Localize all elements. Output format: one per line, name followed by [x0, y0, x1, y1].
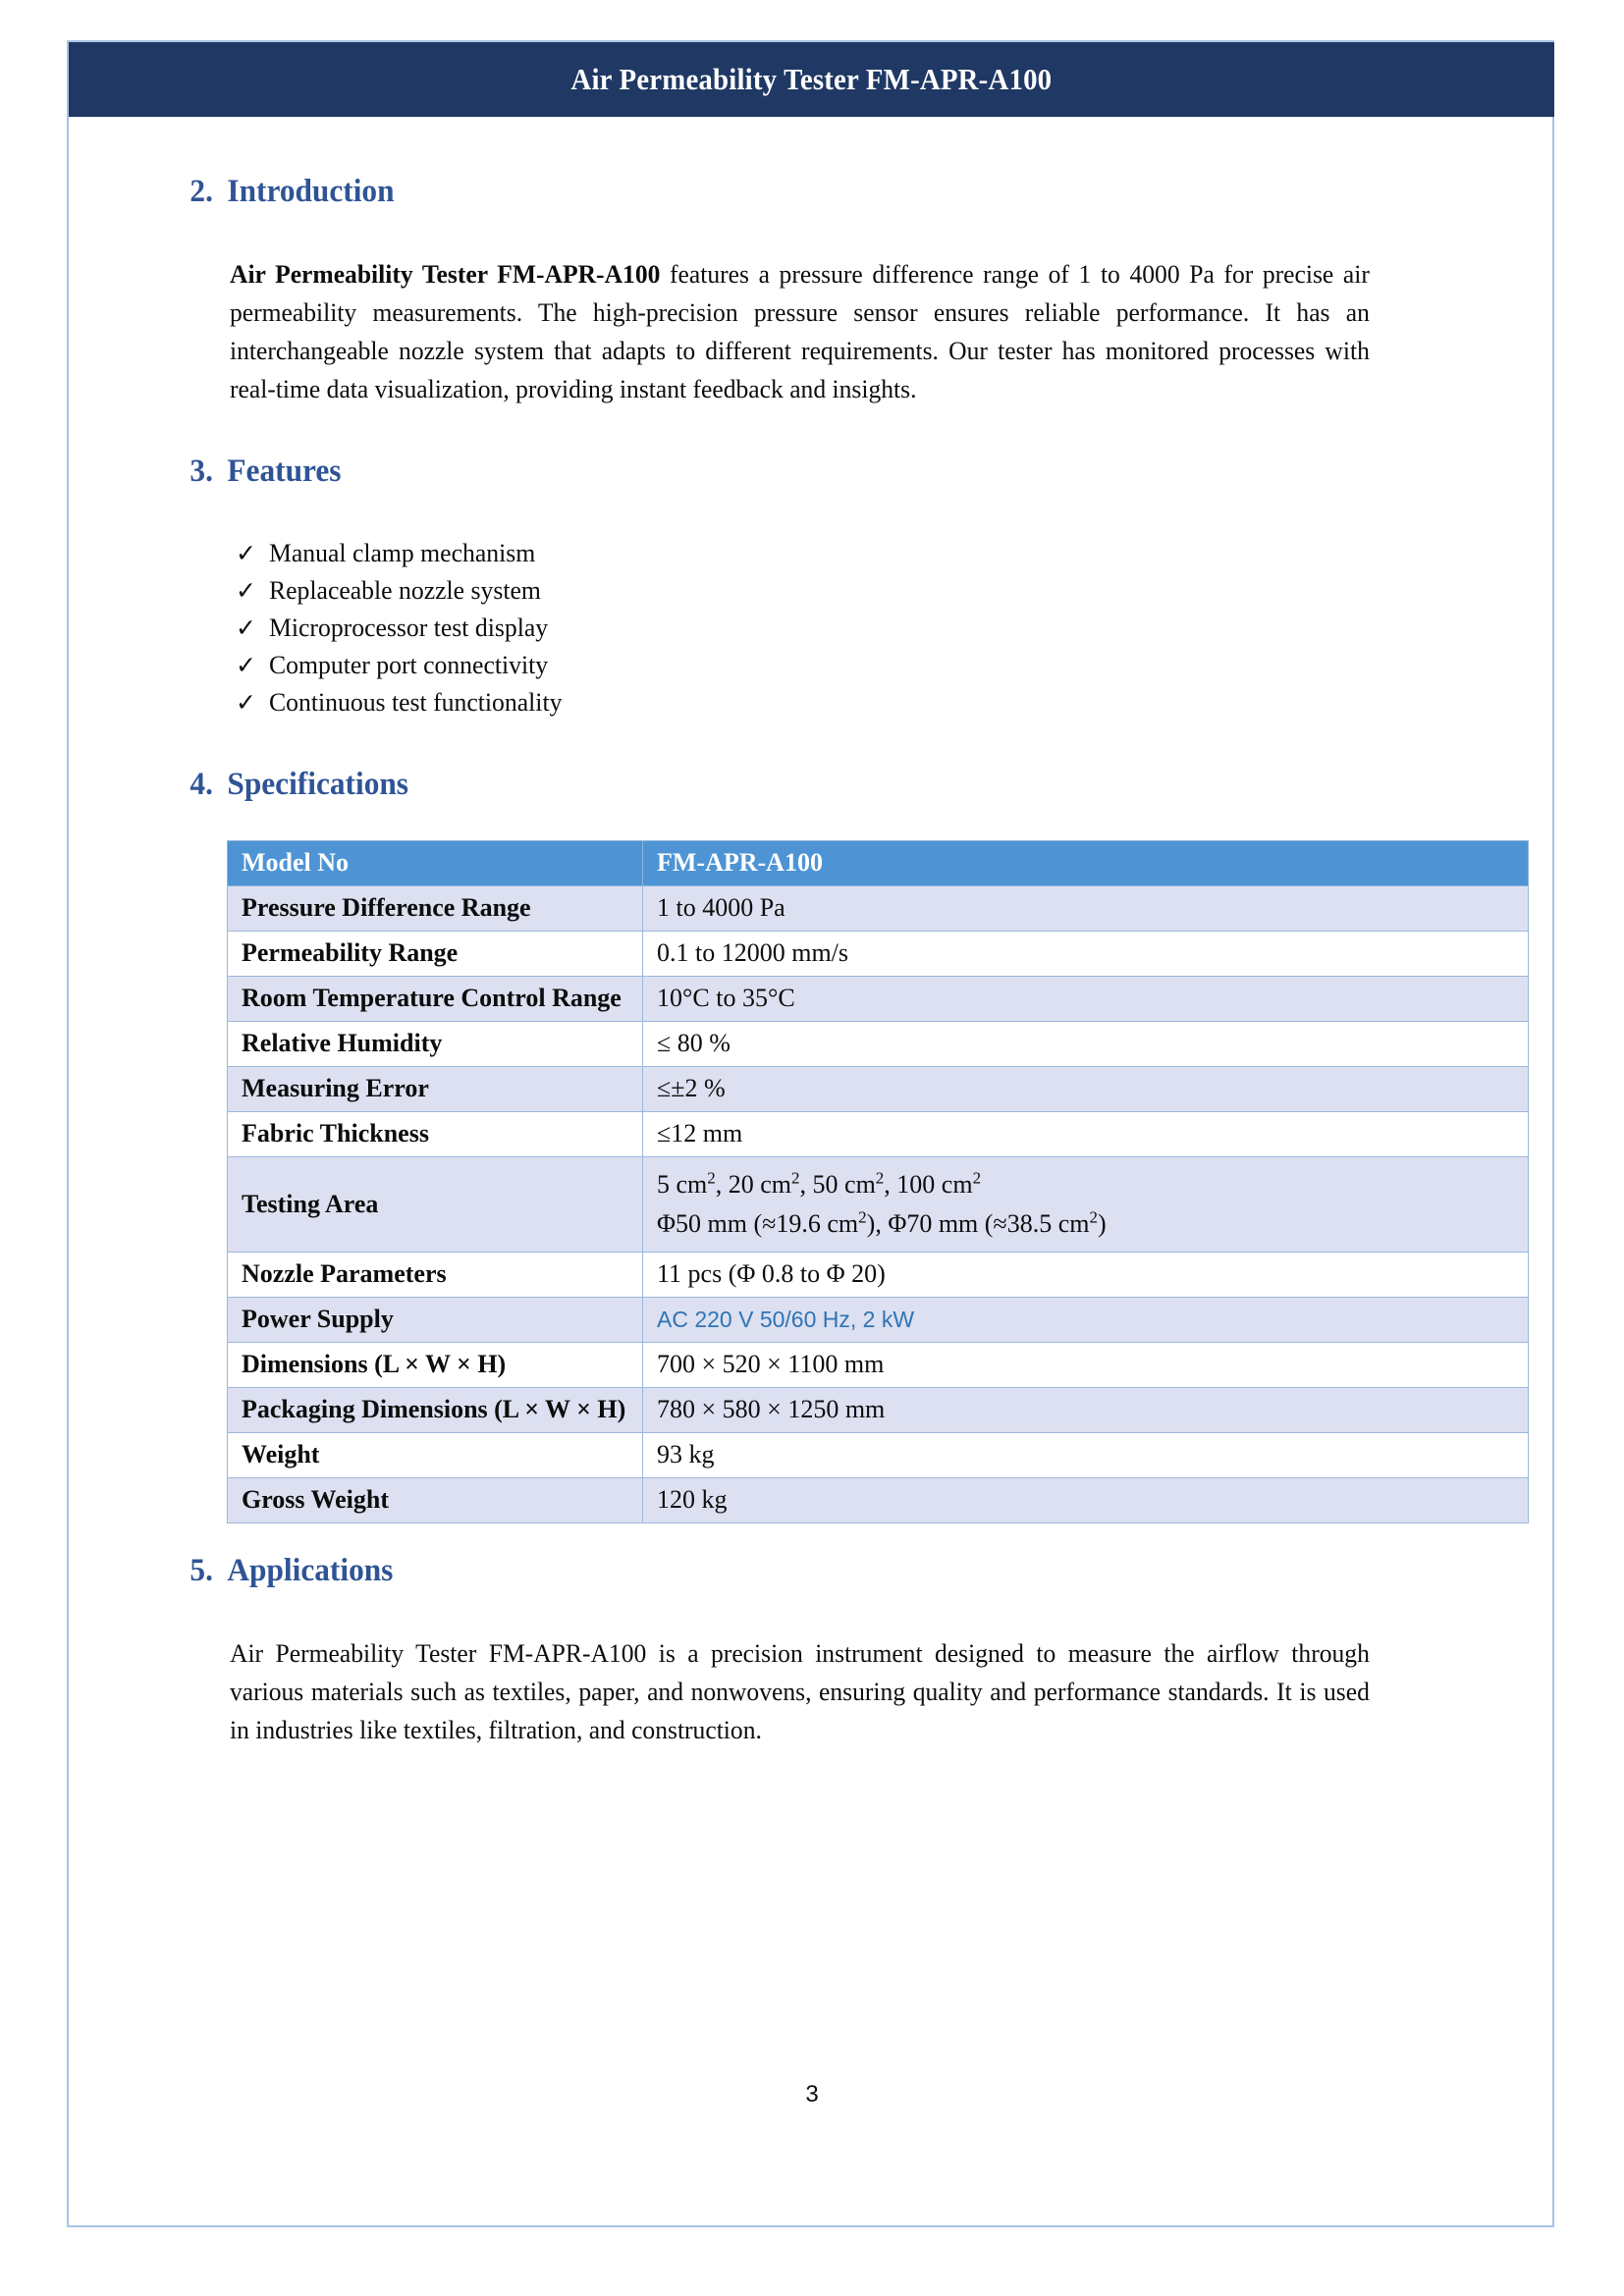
spec-value: ≤12 mm — [643, 1112, 1529, 1157]
spec-key: Packaging Dimensions (L × W × H) — [228, 1388, 643, 1433]
spec-value: ≤±2 % — [643, 1067, 1529, 1112]
list-item — [236, 610, 1554, 647]
table-row — [228, 886, 1529, 932]
list-item — [236, 535, 1554, 572]
spec-key: Weight — [228, 1433, 643, 1478]
heading-applications-label: Applications — [227, 1553, 394, 1588]
heading-introduction — [67, 174, 1480, 210]
table-row — [228, 1343, 1529, 1388]
spec-value: ≤ 80 % — [643, 1022, 1529, 1067]
heading-applications-number: 5. — [189, 1553, 213, 1588]
spec-value-line-2: Φ50 mm (≈19.6 $cm^2$), Φ70 mm (≈38.5 $cm^2$) — [657, 1207, 1107, 1238]
page-number: 3 — [805, 2081, 819, 2108]
spec-key: Gross Weight — [228, 1478, 643, 1523]
features-list — [67, 535, 1554, 721]
table-row — [228, 1298, 1529, 1343]
spacer — [67, 490, 1554, 535]
specifications-table — [227, 840, 1529, 1523]
table-row — [228, 977, 1529, 1022]
spec-key: Pressure Difference Range — [228, 886, 643, 932]
heading-features-label: Features — [227, 454, 342, 489]
spacer — [67, 721, 1554, 767]
heading-features-number: 3. — [189, 454, 213, 489]
spacer — [67, 408, 1554, 454]
spec-value: 780 × 580 × 1250 mm — [643, 1388, 1529, 1433]
checkmark-icon: ✓ — [236, 615, 256, 642]
table-row — [228, 1022, 1529, 1067]
spacer — [67, 117, 1554, 174]
table-header-cell-model-value: FM-APR-A100 — [643, 841, 1529, 886]
spec-key: Fabric Thickness — [228, 1112, 643, 1157]
spec-key: Relative Humidity — [228, 1022, 643, 1067]
introduction-body-text: features a pressure difference range of 1 to 4000 Pa for precise air permeability measurements. The high-precision pressure sensor ensures reliable performance. It has an interchangeable nozzle system that adapts to different requirements. Our tester has monitored processes with real-time data visualization, providing instant feedback and insights. — [229, 259, 1370, 403]
page-content — [67, 117, 1554, 1749]
introduction-paragraph — [67, 255, 1502, 408]
table-row — [228, 1067, 1529, 1112]
list-item — [236, 572, 1554, 610]
spec-value: 0.1 to 12000 mm/s — [643, 932, 1529, 977]
spec-value: 120 kg — [643, 1478, 1529, 1523]
spec-value: AC 220 V 50/60 Hz, 2 kW — [643, 1298, 1529, 1343]
spec-value — [643, 1157, 1529, 1253]
spec-key: Nozzle Parameters — [228, 1253, 643, 1298]
spec-value: 11 pcs (Φ 0.8 to Φ 20) — [643, 1253, 1529, 1298]
feature-label: Replaceable nozzle system — [269, 575, 541, 605]
specifications-table-wrapper — [67, 840, 1554, 1523]
heading-specifications-label: Specifications — [227, 767, 409, 802]
list-item — [236, 647, 1554, 684]
checkmark-icon: ✓ — [236, 541, 256, 567]
feature-label: Computer port connectivity — [269, 650, 549, 679]
spec-key: Power Supply — [228, 1298, 643, 1343]
spec-value: 700 × 520 × 1100 mm — [643, 1343, 1529, 1388]
spacer — [67, 1523, 1554, 1553]
table-row — [228, 1388, 1529, 1433]
heading-specifications — [67, 767, 1480, 803]
spec-value: 10°C to 35°C — [643, 977, 1529, 1022]
introduction-lead-bold: Air Permeability Tester FM-APR-A100 — [229, 259, 661, 289]
applications-paragraph: Air Permeability Tester FM-APR-A100 is a precision instrument designed to measure the airflow through various materials such as textiles, paper, and nonwovens, ensuring quality and performance standards. It is used in industries like textiles, filtration, and construction. — [229, 1638, 1370, 1744]
feature-label: Manual clamp mechanism — [269, 538, 536, 567]
feature-label: Microprocessor test display — [269, 613, 549, 642]
heading-features — [67, 454, 1480, 490]
list-item — [236, 684, 1554, 721]
spec-value-line-1: 5 $cm^2$, 20 $cm^2$, 50 $cm^2$, 100 $cm^2$ — [657, 1168, 982, 1199]
table-header-row — [228, 841, 1529, 886]
table-row — [228, 1112, 1529, 1157]
table-row — [228, 1157, 1529, 1253]
table-row — [228, 932, 1529, 977]
spec-value: 1 to 4000 Pa — [643, 886, 1529, 932]
table-row — [228, 1253, 1529, 1298]
heading-introduction-label: Introduction — [227, 174, 395, 209]
spec-key: Room Temperature Control Range — [228, 977, 643, 1022]
feature-label: Continuous test functionality — [269, 687, 563, 717]
spec-value: 93 kg — [643, 1433, 1529, 1478]
spec-key: Dimensions (L × W × H) — [228, 1343, 643, 1388]
table-row — [228, 1478, 1529, 1523]
document-title-banner — [69, 42, 1554, 117]
spacer — [67, 210, 1554, 255]
spacer — [67, 803, 1554, 840]
spacer — [67, 1589, 1554, 1634]
heading-introduction-number: 2. — [189, 174, 213, 209]
checkmark-icon: ✓ — [236, 690, 256, 717]
heading-specifications-number: 4. — [189, 767, 213, 802]
checkmark-icon: ✓ — [236, 653, 256, 679]
heading-applications — [67, 1553, 1480, 1589]
document-title: Air Permeability Tester FM-APR-A100 — [570, 62, 1053, 96]
table-header-cell-model-no: Model No — [228, 841, 643, 886]
spec-key: Measuring Error — [228, 1067, 643, 1112]
spec-key: Testing Area — [228, 1157, 643, 1253]
table-row — [228, 1433, 1529, 1478]
spec-key: Permeability Range — [228, 932, 643, 977]
checkmark-icon: ✓ — [236, 578, 256, 605]
